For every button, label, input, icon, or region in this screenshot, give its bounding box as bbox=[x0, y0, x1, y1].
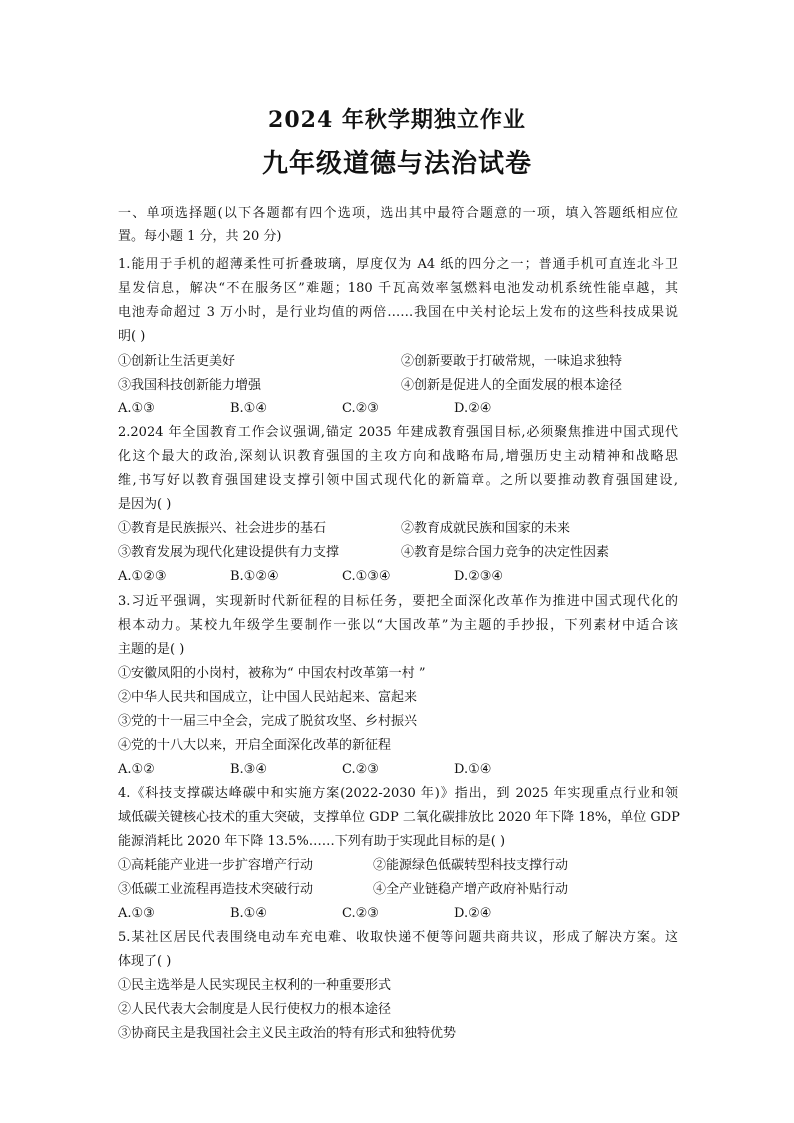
q3-choices bbox=[118, 762, 678, 778]
q3-statement-2: ②中华人民共和国成立，让中国人民站起来、富起来 bbox=[118, 690, 418, 705]
q2-stem-line-4: 是因为( ) bbox=[118, 497, 172, 512]
q2-statement-3: ③教育发展为现代化建设提供有力支撑 bbox=[118, 545, 340, 560]
section-instructions-line-2: 置。每小题 1 分，共 20 分) bbox=[118, 229, 282, 244]
q2-statements-row-1 bbox=[118, 521, 678, 537]
q2-statements-row-2 bbox=[118, 545, 678, 561]
q5-statement-3: ③协商民主是我国社会主义民主政治的特有形式和独特优势 bbox=[118, 1026, 457, 1041]
q2-choice-a: A.①②③ bbox=[118, 569, 167, 584]
q1-statement-1: ①创新让生活更美好 bbox=[118, 354, 236, 369]
q1-statement-2: ②创新要敢于打破常规，一味追求独特 bbox=[401, 354, 623, 369]
q1-stem-line-2: 星发信息，解决“不在服务区”难题；180 千瓦高效率氢燃料电池发动机系统性能卓越，其 bbox=[118, 281, 678, 296]
q3-choice-b: B.③④ bbox=[230, 762, 267, 777]
q2-choice-c: C.①③④ bbox=[342, 569, 391, 584]
q3-stem-line-1: 3.习近平强调，实现新时代新征程的目标任务，要把全面深化改革作为推进中国式现代化的 bbox=[118, 594, 678, 609]
section-instructions-line-1: 一、单项选择题(以下各题都有四个选项，选出其中最符合题意的一项，填入答题纸相应位 bbox=[118, 206, 678, 221]
q2-statement-1: ①教育是民族振兴、社会进步的基石 bbox=[118, 521, 327, 536]
q1-choice-a: A.①③ bbox=[118, 401, 155, 416]
q5-stem-line-1: 5.某社区居民代表围绕电动车充电难、收取快递不便等问题共商共议，形成了解决方案。这 bbox=[118, 930, 678, 945]
q4-statement-1: ①高耗能产业进一步扩容增产行动 bbox=[118, 858, 314, 873]
q2-stem-line-1: 2.2024 年全国教育工作会议强调,锚定 2035 年建成教育强国目标,必须聚焦推进中国式现代 bbox=[118, 425, 678, 440]
q3-statement-3: ③党的十一届三中全会，完成了脱贫攻坚、乡村振兴 bbox=[118, 714, 418, 729]
q2-statement-4: ④教育是综合国力竞争的决定性因素 bbox=[401, 545, 610, 560]
q3-choice-a: A.①② bbox=[118, 762, 155, 777]
q3-stem-line-2: 根本动力。某校九年级学生要制作一张以“大国改革”为主题的手抄报，下列素材中适合该 bbox=[118, 618, 678, 633]
q4-stem-line-1: 4.《科技支撑碳达峰碳中和实施方案(2022-2030 年)》指出，到 2025 年实现重点行业和领 bbox=[118, 786, 678, 801]
q4-stem-line-2: 域低碳关键核心技术的重大突破，支撑单位 GDP 二氧化碳排放比 2020 年下降 18%，单位 GDP bbox=[118, 810, 680, 825]
q3-stem-line-3: 主题的是( ) bbox=[118, 642, 185, 657]
q5-statement-1: ①民主选举是人民实现民主权利的一种重要形式 bbox=[118, 978, 392, 993]
q2-stem-line-2: 化这个最大的政治,深刻认识教育强国的主攻方向和战略布局,增强历史主动精神和战略思 bbox=[118, 449, 678, 464]
q5-statement-2: ②人民代表大会制度是人民行使权力的根本途径 bbox=[118, 1002, 392, 1017]
q4-statement-3: ③低碳工业流程再造技术突破行动 bbox=[118, 882, 314, 897]
q3-statement-1: ①安徽凤阳的小岗村，被称为“ 中国农村改革第一村 ” bbox=[118, 666, 426, 681]
q1-statement-4: ④创新是促进人的全面发展的根本途径 bbox=[401, 378, 623, 393]
q5-stem-line-2: 体现了( ) bbox=[118, 954, 172, 969]
q1-stem-line-1: 1.能用于手机的超薄柔性可折叠玻璃，厚度仅为 A4 纸的四分之一；普通手机可直连北斗卫 bbox=[118, 257, 678, 272]
q1-statement-3: ③我国科技创新能力增强 bbox=[118, 378, 262, 393]
q4-statements-row-2 bbox=[118, 882, 678, 898]
q1-choice-d: D.②④ bbox=[454, 401, 492, 416]
q1-choice-c: C.②③ bbox=[342, 401, 379, 416]
q1-statements-row-2 bbox=[118, 378, 678, 394]
exam-title: 2024 年秋学期独立作业 bbox=[268, 107, 526, 133]
q4-choice-d: D.②④ bbox=[454, 906, 492, 921]
q3-choice-c: C.②③ bbox=[342, 762, 379, 777]
q3-choice-d: D.①④ bbox=[454, 762, 492, 777]
q2-stem-line-3: 维,书写好以教育强国建设支撑引领中国式现代化的新篇章。之所以要推动教育强国建设, bbox=[118, 473, 678, 488]
q1-stem-line-4: 明( ) bbox=[118, 329, 146, 344]
q2-choice-d: D.②③④ bbox=[454, 569, 504, 584]
q1-choices bbox=[118, 401, 678, 417]
q2-choices bbox=[118, 569, 678, 585]
q1-choice-b: B.①④ bbox=[230, 401, 267, 416]
q4-choice-b: B.①④ bbox=[230, 906, 267, 921]
q2-statement-2: ②教育成就民族和国家的未来 bbox=[401, 521, 571, 536]
exam-subtitle: 九年级道德与法治试卷 bbox=[261, 149, 532, 179]
q4-stem-line-3: 能源消耗比 2020 年下降 13.5%……下列有助于实现此目标的是( ) bbox=[118, 834, 506, 849]
q4-choice-c: C.②③ bbox=[342, 906, 379, 921]
q3-statement-4: ④党的十八大以来，开启全面深化改革的新征程 bbox=[118, 738, 392, 753]
q4-choice-a: A.①③ bbox=[118, 906, 155, 921]
q1-statements-row-1 bbox=[118, 354, 678, 370]
q2-choice-b: B.①②④ bbox=[230, 569, 279, 584]
q4-statement-4: ④全产业链稳产增产政府补贴行动 bbox=[373, 882, 569, 897]
q4-choices bbox=[118, 906, 678, 922]
q4-statement-2: ②能源绿色低碳转型科技支撑行动 bbox=[373, 858, 569, 873]
q1-stem-line-3: 电池寿命超过 3 万小时，是行业均值的两倍……我国在中关村论坛上发布的这些科技成果说 bbox=[118, 305, 678, 320]
q4-statements-row-1 bbox=[118, 858, 678, 874]
